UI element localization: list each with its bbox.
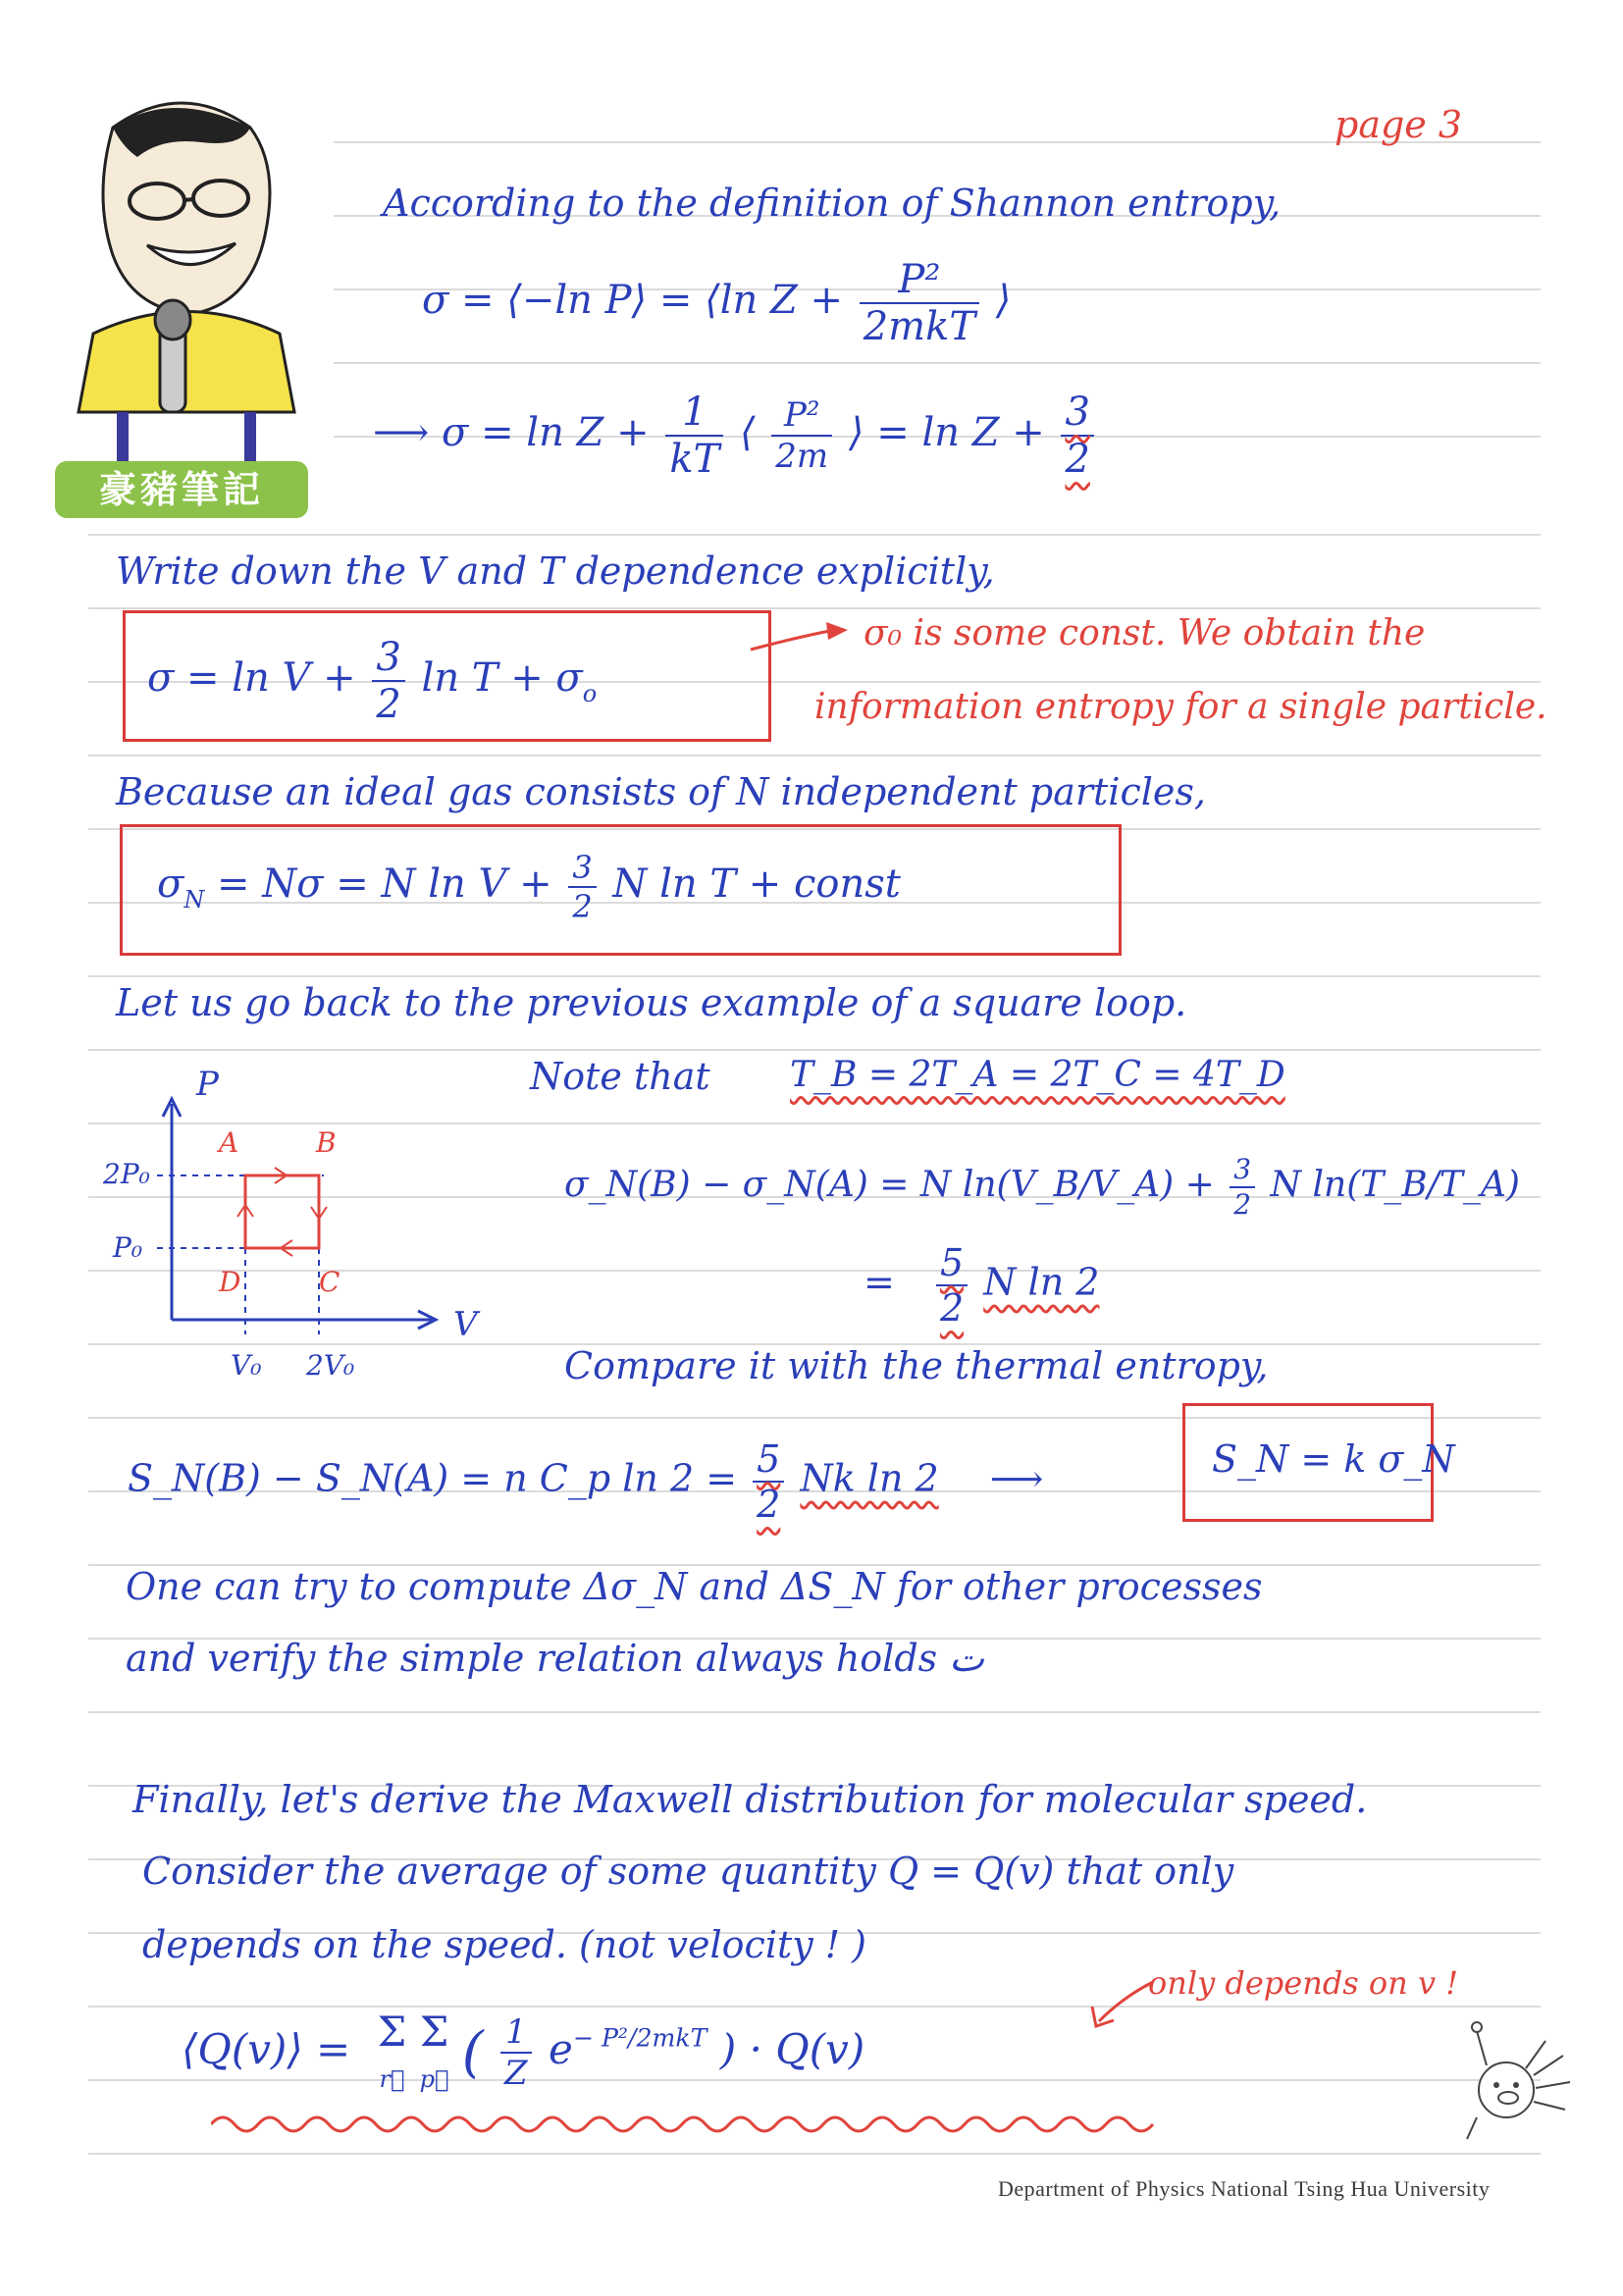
frac-num: 1 [500,2015,532,2054]
frac-num: 1 [665,392,723,437]
logo-badge: 豪豬筆記 [55,461,308,518]
box2-sub: N [183,885,205,913]
sigma-difference [564,1153,1520,1221]
mascot-illustration [54,88,319,461]
diagram-v-high: 2V₀ [306,1349,355,1382]
diff2-rhs: N ln 2 [983,1260,1100,1304]
diff-frac [1230,1153,1255,1221]
diagram-p-low: P₀ [113,1231,143,1264]
box1-b: ln T + σ [421,655,583,701]
eq1-close: ⟩ [995,278,1012,323]
one-can-line-1: One can try to compute Δσ_N and ΔS_N for other processes [126,1565,1263,1608]
finally-line-1: Finally, let's derive the Maxwell distribution for molecular speed. [132,1778,1368,1821]
equation-1 [422,257,1012,349]
frac-den: 2 [1233,1188,1252,1221]
critter-doodle [1447,2011,1575,2149]
wavy-underline-final [211,2110,1192,2139]
one-can-line-2: and verify the simple relation always holds ت [126,1637,985,1680]
eq2-frac-2 [771,395,832,476]
sum-r-index: r⃗ [379,2065,405,2093]
diff-lhs: σ_N(B) − σ_N(A) = N ln(V_B/V_A) + [564,1165,1215,1205]
thermal-lhs: S_N(B) − S_N(A) = n C_p ln 2 = [128,1456,738,1500]
frac-den: 2 [572,888,593,925]
frac-den: 2mkT [863,304,976,349]
diff2-frac [936,1241,968,1330]
footer-department: Department of Physics National Tsing Hua University [998,2176,1491,2201]
note-arrow-2-icon [1084,1977,1163,2031]
sum-p [419,2008,449,2094]
paren-open: ( [461,2020,484,2085]
frac-den: 2m [775,437,829,476]
page-label: page 3 [1335,103,1463,146]
vt-dependence-line: Write down the V and T dependence explicitly, [116,549,995,593]
final-frac [500,2012,532,2093]
eq2-frac-3 [1061,390,1093,482]
final-lhs: ⟨Q(v)⟩ = [182,2025,351,2073]
frac-num: 5 [753,1440,784,1483]
frac-num: P² [860,260,979,304]
frac-den: 2 [1065,437,1090,482]
compare-line: Compare it with the thermal entropy, [564,1344,1269,1387]
finally-line-2: Consider the average of some quantity Q = Q(v) that only [142,1850,1234,1893]
box1-sub: o [582,679,598,707]
eq2-frac-1 [665,390,723,482]
square-loop-line: Let us go back to the previous example of a square loop. [116,981,1187,1024]
diff-rhs: N ln(T_B/T_A) [1270,1165,1520,1205]
sum-sigma: Σ [377,2008,407,2056]
final-tail: ) · Q(v) [719,2025,865,2073]
box2-a: σ [157,861,184,907]
note-that: Note that [530,1055,710,1098]
eq1-lhs: σ = ⟨−ln P⟩ = ⟨ln Z + [422,278,844,323]
eq2-mid2: ⟩ = ln Z + [848,410,1045,455]
diagram-point-d: D [219,1266,241,1298]
temperature-relation: T_B = 2T_A = 2T_C = 4T_D [790,1055,1285,1095]
final-exp: − P²/2mkT [572,2023,707,2053]
diagram-point-a: A [219,1126,239,1159]
ideal-gas-line: Because an ideal gas consists of N independent particles, [116,770,1206,813]
box2-frac [568,849,596,925]
eq1-fraction [860,257,979,349]
frac-num: 5 [936,1244,968,1286]
sum-r [377,2008,407,2094]
thermal-rhs: Nk ln 2 [800,1456,939,1500]
eq2-start: ⟶ σ = ln Z + [373,410,650,455]
diagram-p-high: 2P₀ [103,1158,150,1190]
sum-p-index: p⃗ [419,2065,449,2093]
frac-den: 2 [376,682,401,727]
frac-num: 3 [372,638,404,682]
diagram-v-low: V₀ [231,1349,262,1382]
box1-a: σ = ln V + [147,655,356,701]
thermal-entropy [128,1437,1044,1526]
frac-num: 3 [1230,1156,1255,1188]
box2-b: = Nσ = N ln V + [217,861,552,907]
sum-sigma: Σ [419,2008,449,2056]
diagram-point-c: C [319,1266,340,1298]
frac-den: 2 [757,1483,781,1526]
box1-content [147,635,598,727]
note-constant: σ₀ is some const. We obtain the [864,613,1426,653]
frac-num: 3 [1061,392,1093,437]
arrow-icon: ⟶ [989,1456,1044,1500]
frac-num: 3 [568,852,596,888]
diagram-point-b: B [316,1126,337,1159]
equation-2 [373,390,1098,482]
diagram-v-axis: V [453,1305,478,1344]
intro-line: According to the definition of Shannon entropy, [383,182,1282,225]
box1-frac [372,635,404,727]
diagram-p-axis: P [196,1065,219,1104]
sigma-difference-result [864,1241,1100,1330]
frac-num: P² [771,398,832,437]
note-arrow-icon [746,618,854,657]
diff2-eq: = [864,1260,895,1304]
thermal-frac [753,1437,784,1526]
box2-content [157,849,901,925]
note-information-entropy: information entropy for a single particle. [814,687,1547,727]
frac-den: Z [504,2054,528,2093]
pv-diagram [88,1070,510,1393]
eq2-mid: ⟨ [739,410,756,455]
frac-den: 2 [939,1286,965,1330]
finally-line-3: depends on the speed. (not velocity ! ) [142,1923,866,1966]
final-equation [182,2008,865,2094]
final-exp-base: e [549,2025,573,2073]
frac-den: kT [669,437,720,482]
box2-c: N ln T + const [612,861,901,907]
note-only-depends: only depends on v ! [1148,1964,1459,2002]
box3-content: S_N = k σ_N [1212,1437,1455,1481]
